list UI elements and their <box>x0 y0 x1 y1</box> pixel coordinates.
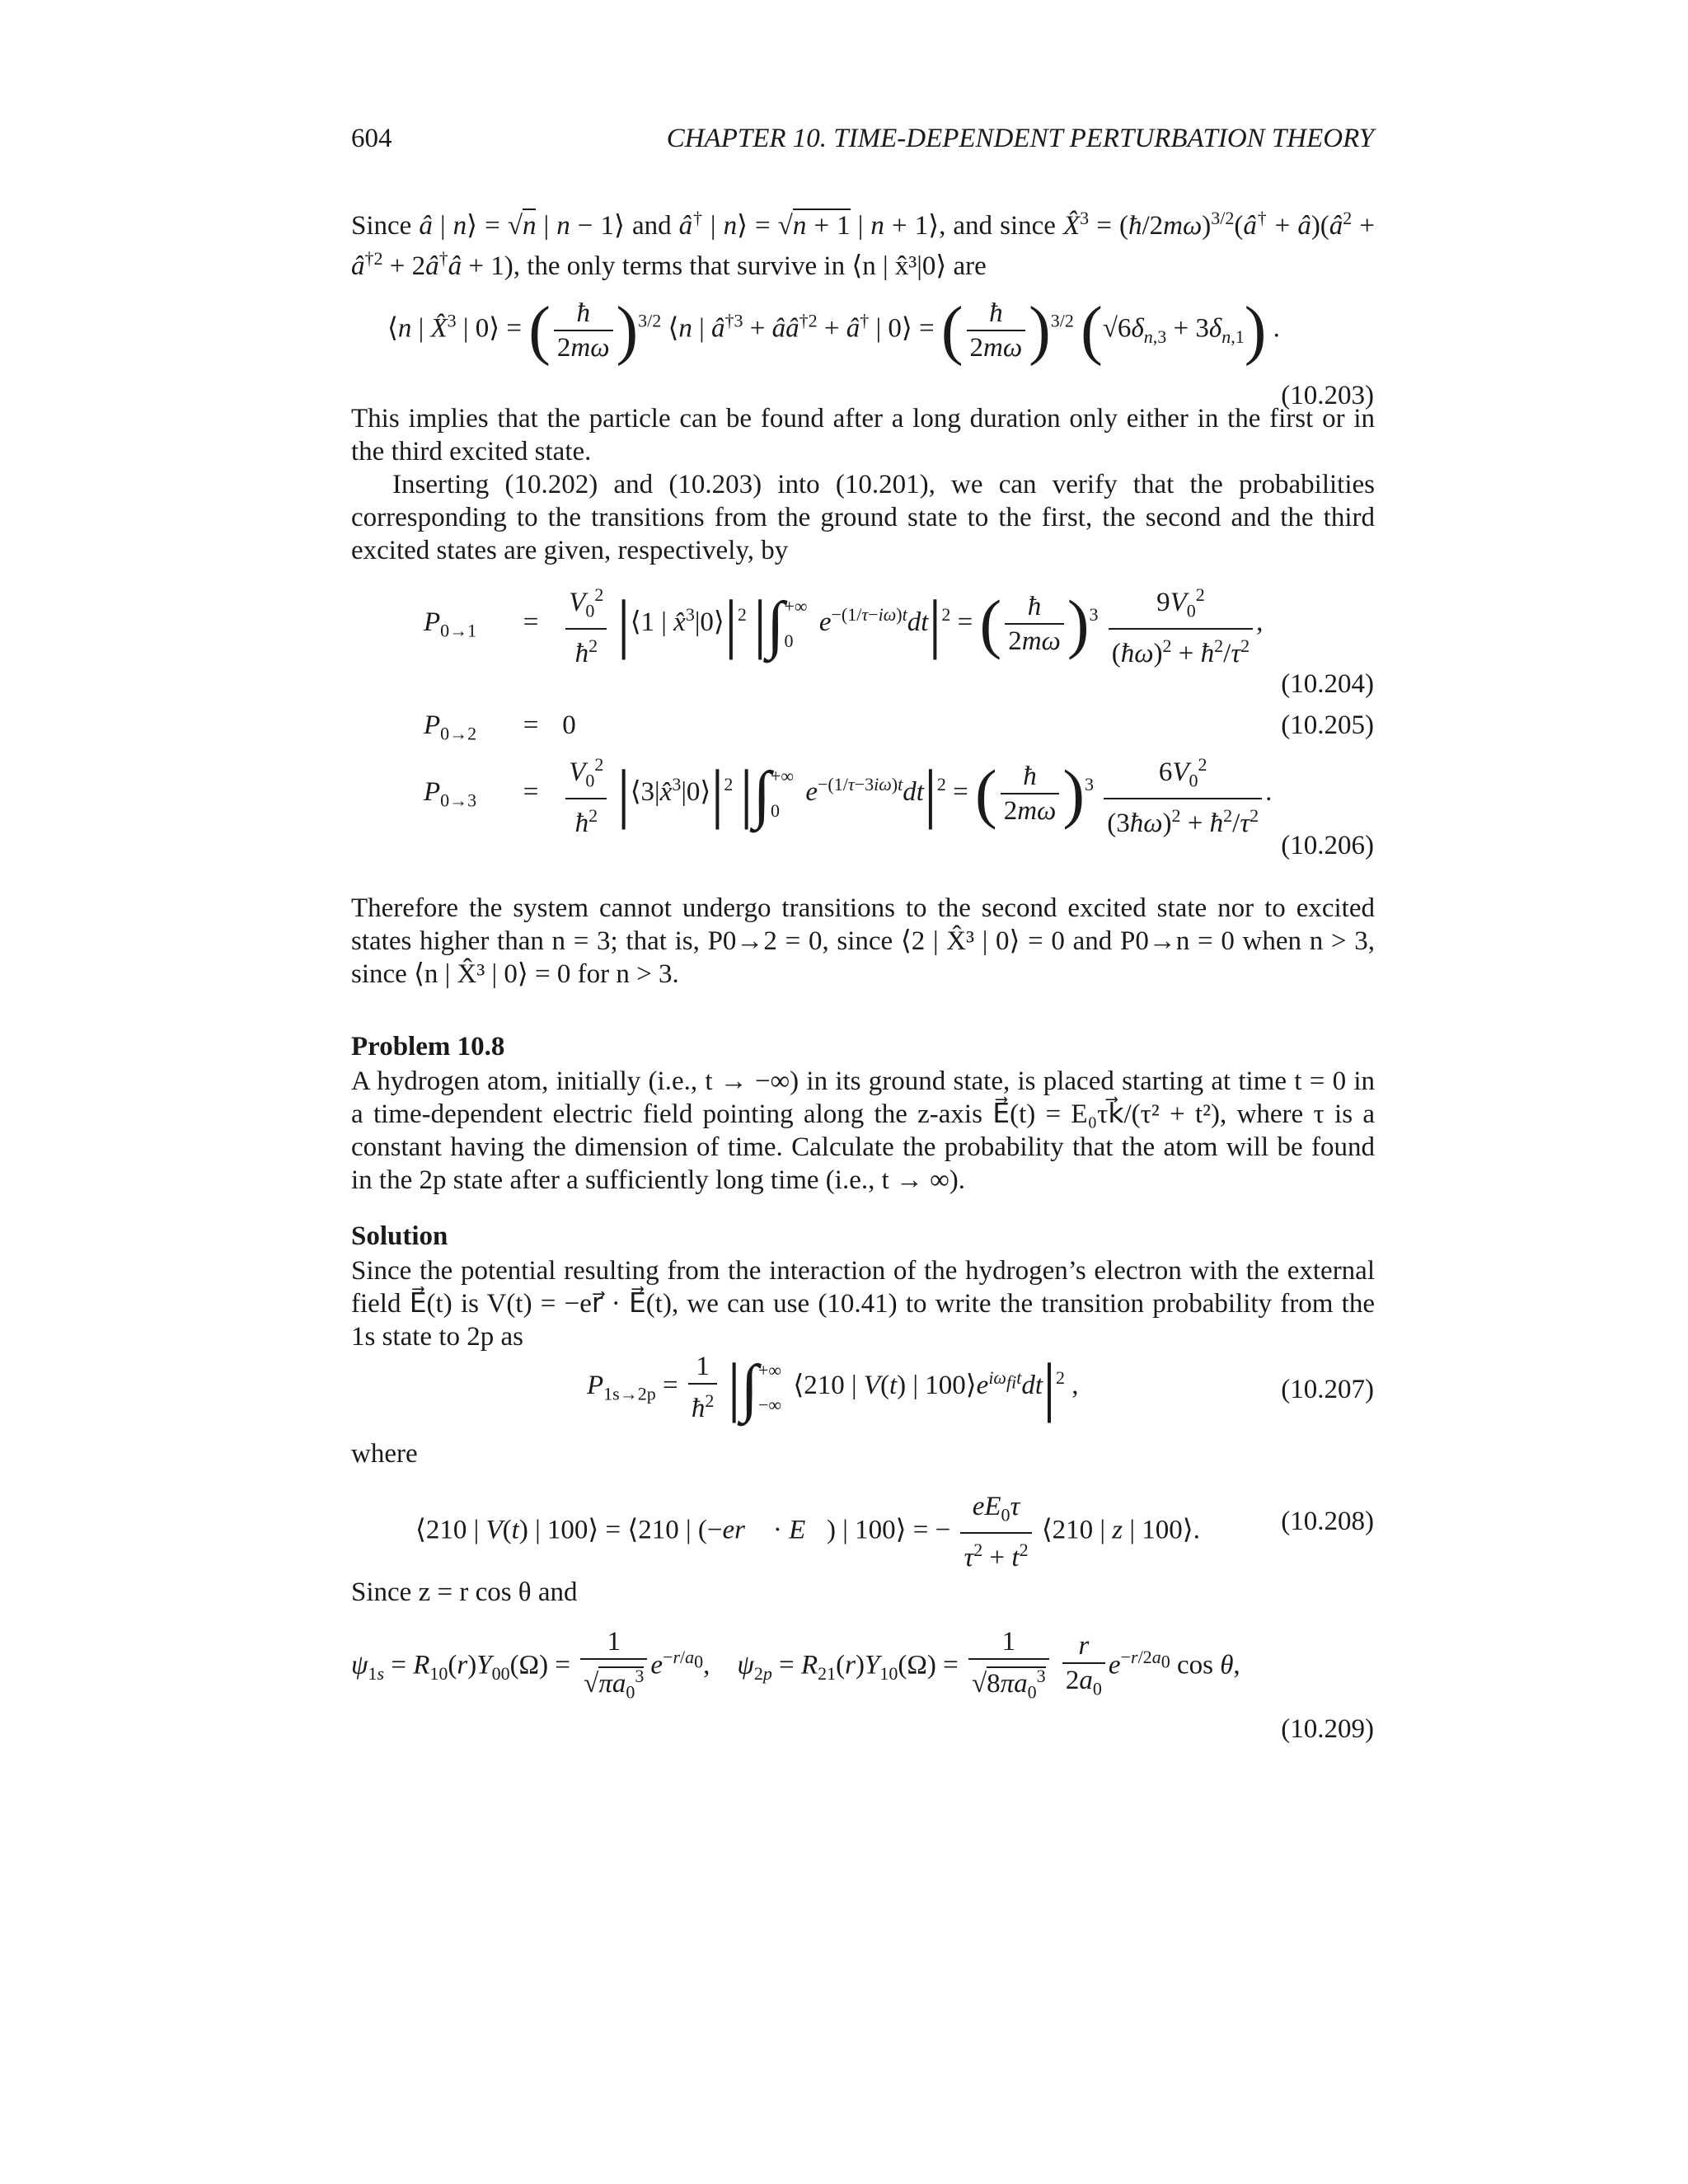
page-number: 604 <box>351 124 392 153</box>
problem-heading: Problem 10.8 <box>351 1032 505 1062</box>
equation-10-208: ⟨210 | V(t) | 100⟩ = ⟨210 | (−er⃗ · E⃗) | 100⟩ = − $\frac{eE_0\tau}{\tau^2 + t^2}$ ⟨210 | z | 100⟩. <box>415 1492 1200 1572</box>
where-label: where <box>351 1439 418 1469</box>
equation-number: (10.208) <box>1281 1507 1374 1536</box>
paragraph-intro-prefix: Since <box>351 211 420 241</box>
equation-number: (10.206) <box>1281 831 1374 860</box>
equation-number: (10.203) <box>1281 381 1374 410</box>
equation-10-203: ⟨n | X̂$^3$ | 0⟩ = ( $\frac{ħ}{2m\omega}$ )$^{3/2}$ ⟨n | $â^{\dagger 3}$ + $ââ^{\dagger 2}$ + â† | 0⟩ = ( $\frac{ħ}{2m\omega}$ )$^{3/2}$ $(√6\delta_{n,3} + 3\delta_{n,1})$ . <box>387 294 1280 367</box>
solution-text: Since the potential resulting from the interaction of the hydrogen’s electron with the external field E⃗(t) is V(t) = −er⃗ · E⃗(t), we can use (10.41) to write the transition probability from the 1s state to 2p as <box>351 1256 1375 1352</box>
paragraph-intro-rest: the only terms that survive in ⟨n | x̂³|0⟩ are <box>527 251 987 281</box>
since-z-line: Since z = r cos θ and <box>351 1577 578 1607</box>
equation-10-204: $P_{0\to 1}$ = $\frac{V_0^2}{ħ^2}$ |⟨1 | $x̂^3|0⟩|^2$ |∫ +∞ 0 $e^{-(1/\tau-i\omega)t}dt|^2$ = ( $\frac{ħ}{2m\omega}$ )$^3$ $\frac{9V_0^2}{(ħ\omega)^2 + ħ^2/\tau^2}$ , <box>424 579 1263 670</box>
equation-number: (10.204) <box>1281 669 1374 699</box>
equation-number: (10.209) <box>1281 1714 1374 1744</box>
paragraph-inserting: Inserting (10.202) and (10.203) into (10.201), we can verify that the probabilities corresponding to the transitions from the ground state to the first, the second and the third excited states are given, respectively, by <box>351 470 1375 565</box>
equation-10-207: $P_{1s\to 2p}$ = $\frac{1}{ħ^2}$ |∫ +∞ −∞ ⟨210 | V(t) | $100⟩e^{i\omega_{fi}t}dt|^2$ , <box>587 1351 1079 1424</box>
equation-10-209: $\psi_{1s} = R_{10}(r)Y_{00}(\Omega)$ = $\frac{1}{√\pi a_0^3}$ $e^{-r/a_0}$, $\psi_{2p} = R_{21}(r)Y_{10}(\Omega)$ = $\frac{1}{√8\pi a_0^3}$ $\frac{r}{2a_0}$ $e^{-r/2a_0}$ cos θ, <box>351 1627 1240 1703</box>
equation-number: (10.207) <box>1281 1375 1374 1404</box>
paragraph-implies: This implies that the particle can be found after a long duration only either in the first or in the third excited state. <box>351 404 1375 466</box>
paragraph-intro: Since â | n⟩ = √n | n − 1⟩ and â† | n⟩ = √n + 1 | n + 1⟩, and since X̂$^3$ = (ħ/2mω)$^{3/2}$(â† + $â)(â^2$ + $â^{\dagger 2}$ + 2â†â + 1), the only terms that survive in ⟨n | x̂³|0⟩ are <box>351 208 1375 281</box>
equation-number: (10.205) <box>1281 710 1374 740</box>
running-head: CHAPTER 10. TIME-DEPENDENT PERTURBATION THEORY <box>666 124 1374 153</box>
solution-heading: Solution <box>351 1221 448 1251</box>
problem-text: A hydrogen atom, initially (i.e., t → −∞) in its ground state, is placed starting at time t = 0 in a time-dependent electric field pointing along the z-axis E⃗(t) = E₀τk⃗/(τ² + t²), where τ is a constant having the dimension of time. Calculate the probability that the atom will be found in the 2p state after a sufficiently long time (i.e., t → ∞). <box>351 1066 1375 1195</box>
equation-10-205: $P_{0\to 2} = 0$ <box>424 710 576 744</box>
equation-10-206: $P_{0\to 3}$ = $\frac{V_0^2}{ħ^2}$ $|⟨3|x̂^3|0⟩|^2$ |∫ +∞ 0 $e^{-(1/\tau-3i\omega)t}dt|^2$ = ( $\frac{ħ}{2m\omega}$ )$^3$ $\frac{6V_0^2}{(3ħ\omega)^2 + ħ^2/\tau^2}$ . <box>424 748 1272 840</box>
paragraph-therefore: Therefore the system cannot undergo transitions to the second excited state nor to excited states higher than n = 3; that is, P0→2 = 0, since ⟨2 | X̂³ | 0⟩ = 0 and P0→n = 0 when n > 3, since ⟨n | X̂³ | 0⟩ = 0 for n > 3. <box>351 893 1375 989</box>
